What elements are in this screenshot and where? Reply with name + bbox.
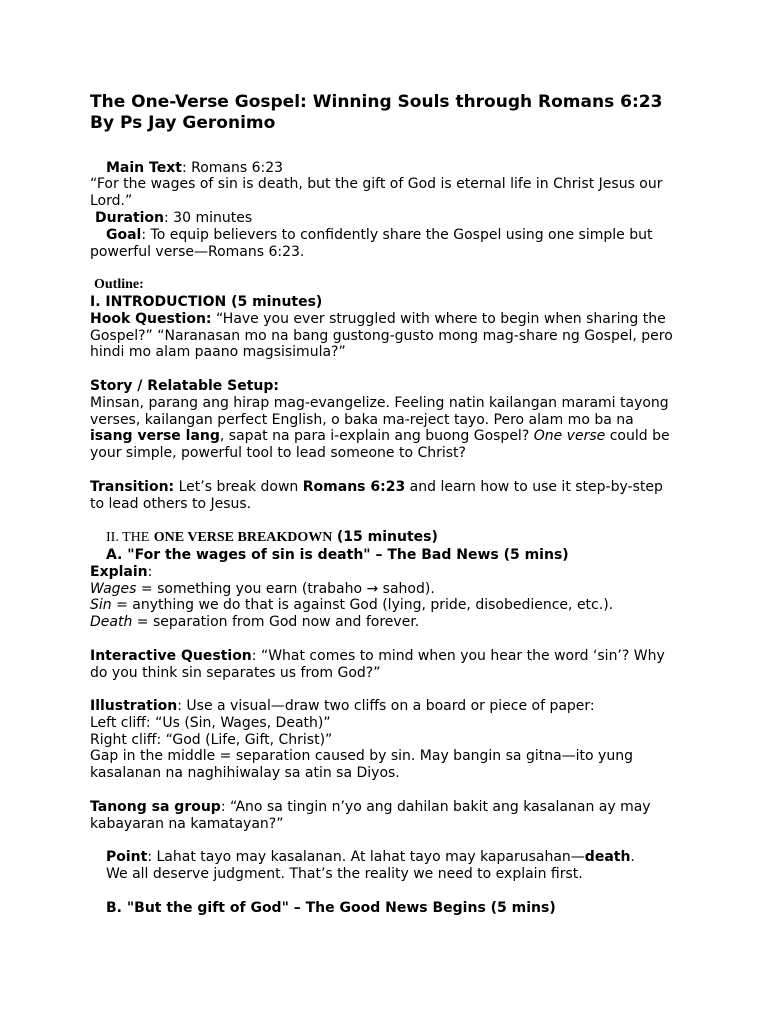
goal-line — [90, 227, 678, 261]
breakdown-heading-prefix: II. THE — [106, 530, 150, 546]
illustration-line — [90, 698, 678, 715]
explain-line — [90, 564, 678, 581]
main-text-value: : Romans 6:23 — [181, 159, 284, 176]
point-followup: We all deserve judgment. That’s the reality we need to explain first. — [106, 866, 583, 883]
illustration-left-cliff: Left cliff: “Us (Sin, Wages, Death)” — [90, 714, 331, 731]
illustration-text: : Use a visual—draw two cliffs on a board or piece of paper: — [177, 698, 595, 715]
story-paragraph — [90, 395, 678, 462]
goal-label: Goal — [106, 226, 142, 243]
main-text-line — [90, 160, 678, 177]
story-text-part3: could be your simple, powerful tool to lead someone to Christ? — [90, 428, 670, 462]
outline-label: Outline: — [94, 277, 144, 293]
hook-question-paragraph — [90, 311, 678, 361]
point-text: : Lahat tayo may kasalanan. At lahat tayo may kaparusahan— — [147, 849, 585, 866]
author-line: By Ps Jay Geronimo — [90, 113, 276, 133]
point-emphasis: death — [584, 849, 631, 866]
point-label: Point — [106, 849, 148, 866]
point-line — [90, 849, 678, 866]
definition-meaning: = separation from God now and forever. — [136, 614, 420, 631]
group-question-label: Tanong sa group — [90, 798, 221, 815]
document-title: The One-Verse Gospel: Winning Souls through Romans 6:23 — [90, 92, 663, 112]
illustration-right-cliff: Right cliff: “God (Life, Gift, Christ)” — [90, 731, 333, 748]
transition-paragraph — [90, 479, 678, 513]
story-text-part1: Minsan, parang ang hirap mag-evangelize. Feeling natin kailangan marami tayong verses, kailangan perfect English, o baka ma-reject tayo. Pero alam mo ba na — [90, 394, 669, 428]
definition-meaning: = anything we do that is against God (lying, pride, disobedience, etc.). — [116, 597, 614, 614]
breakdown-heading-time: (15 minutes) — [336, 529, 438, 546]
group-question-text: : “Ano sa tingin n’yo ang dahilan bakit ang kasalanan ay may kabayaran na kamatayan?” — [90, 798, 651, 832]
transition-text-part1: Let’s break down — [178, 478, 299, 495]
explain-label: Explain — [90, 563, 148, 580]
story-emphasis: isang verse lang — [90, 428, 220, 445]
hook-question-text: “Have you ever struggled with where to begin when sharing the Gospel?” “Naranasan mo na bang gustong-gusto mong mag-share ng Gospel, pero hindi mo alam paano magsisimula?” — [90, 310, 673, 361]
breakdown-heading — [90, 529, 678, 547]
transition-emphasis: Romans 6:23 — [302, 478, 406, 495]
document-page — [90, 92, 678, 916]
goal-value: : To equip believers to confidently share the Gospel using one simple but powerful verse—Romans 6:23. — [90, 226, 653, 260]
story-italic: One verse — [533, 428, 606, 445]
section-a-heading: A. "For the wages of sin is death" – The Bad News (5 mins) — [106, 546, 569, 563]
definition-term: Wages — [90, 580, 137, 597]
story-setup-label: Story / Relatable Setup: — [90, 377, 279, 394]
definition-term: Death — [90, 614, 133, 631]
title-block — [90, 92, 678, 134]
story-text-part2: , sapat na para i-explain ang buong Gospel? — [219, 428, 530, 445]
illustration-gap-note: Gap in the middle = separation caused by sin. May bangin sa gitna—ito yung kasalanan na naghihiwalay sa atin sa Diyos. — [90, 748, 633, 782]
interactive-question-paragraph — [90, 648, 678, 682]
duration-line — [90, 210, 678, 227]
group-question-paragraph — [90, 799, 678, 833]
definition-term: Sin — [90, 597, 112, 614]
duration-label: Duration — [95, 209, 165, 226]
main-text-label: Main Text — [106, 159, 182, 176]
interactive-question-text: : “What comes to mind when you hear the word ‘sin’? Why do you think sin separates us from God?” — [90, 647, 665, 681]
transition-text-part2: and learn how to use it step-by-step to lead others to Jesus. — [90, 478, 663, 512]
illustration-label: Illustration — [90, 698, 178, 715]
definition-death — [90, 614, 678, 631]
duration-value: : 30 minutes — [164, 209, 253, 226]
point-end: . — [630, 849, 635, 866]
definition-wages — [90, 581, 678, 598]
introduction-heading: I. INTRODUCTION (5 minutes) — [90, 293, 323, 310]
verse-quote: “For the wages of sin is death, but the gift of God is eternal life in Christ Jesus our Lord.” — [90, 176, 663, 210]
definition-meaning: = something you earn (trabaho → sahod). — [140, 580, 435, 597]
interactive-question-label: Interactive Question — [90, 647, 252, 664]
section-b-heading: B. "But the gift of God" – The Good News Begins (5 mins) — [106, 899, 556, 916]
hook-question-label: Hook Question: — [90, 310, 212, 327]
breakdown-heading-main: ONE VERSE BREAKDOWN — [153, 530, 333, 546]
definition-sin — [90, 597, 678, 614]
overview-section — [90, 160, 678, 261]
transition-label: Transition: — [90, 478, 175, 495]
explain-suffix: : — [147, 563, 153, 580]
